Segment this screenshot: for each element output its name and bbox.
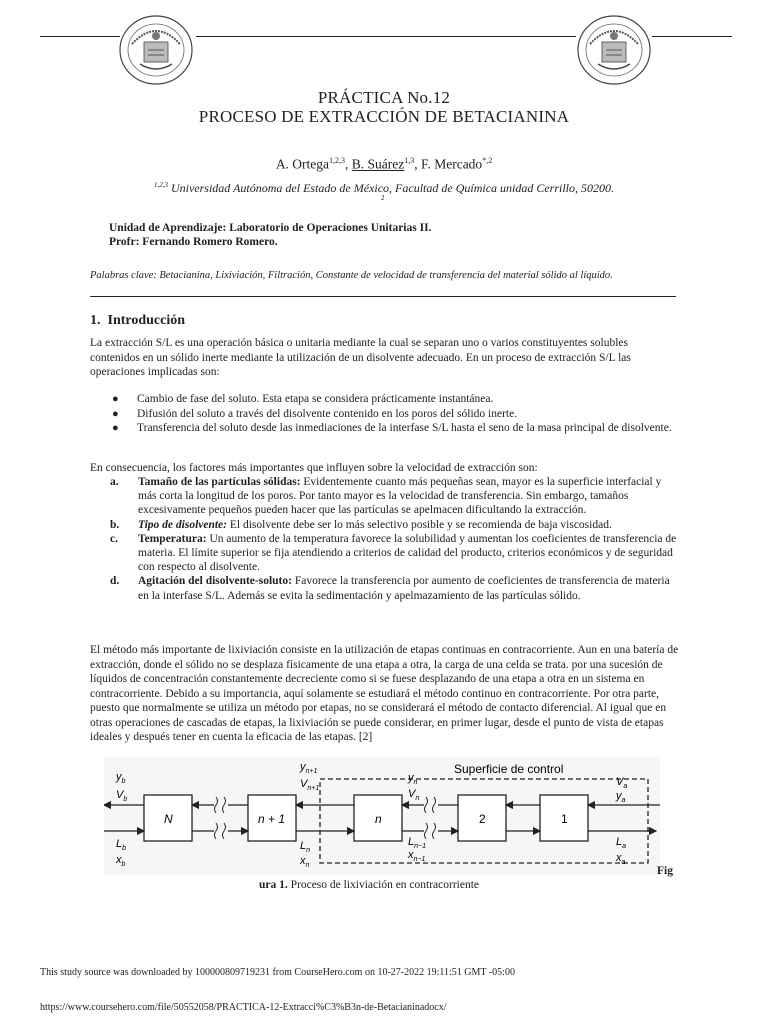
intro-paragraph-1-text: La extracción S/L es una operación básica o unitaria mediante la cual se separan uno o varios constituyentes solubles contenidos en un sólido inerte mediante la utilización de un disolvente adecuado. En un proceso de extracción S/L las operaciones implicadas son: — [90, 337, 631, 378]
factor-term: Temperatura: — [138, 532, 207, 545]
countercurrent-diagram-svg — [104, 757, 660, 875]
header-rule-right — [652, 36, 732, 37]
factors-list — [110, 475, 682, 603]
list-item — [112, 421, 672, 436]
label-V-a: $V_a$ — [616, 776, 628, 790]
authors-line — [0, 156, 768, 173]
author-mercado-sup: *,2 — [482, 156, 493, 165]
factor-item — [110, 518, 682, 532]
factor-item — [110, 532, 682, 575]
seal-right-graphic — [576, 14, 652, 86]
intro-paragraph-1 — [90, 336, 680, 380]
author-suarez-sup: 1,3 — [404, 156, 415, 165]
bullet-icon: ● — [112, 407, 119, 420]
title-line-2: PROCESO DE EXTRACCIÓN DE BETACIANINA — [198, 107, 570, 126]
factor-label: a. — [110, 476, 119, 488]
factor-text: Favorece la transferencia por aumento de coeficientes de transferencia de materia en la interfase S/L. Además se evita la sedimentación y apelmazamiento de las partículas sólido. — [138, 575, 670, 602]
label-y-n: $y_n$ — [408, 772, 418, 786]
university-seal-right — [576, 14, 652, 86]
label-x-n: $x_n$ — [300, 855, 310, 869]
section-heading: 1. Introducción — [90, 313, 186, 328]
affiliation-stray-mark: 2 — [381, 194, 385, 202]
bullet-icon: ● — [112, 422, 119, 434]
intro-paragraph-2-text: En consecuencia, los factores más importantes que influyen sobre la velocidad de extracción son: — [90, 462, 538, 474]
author-ortega: A. Ortega — [275, 156, 330, 172]
label-y-b: $y_b$ — [116, 771, 126, 785]
label-V-n: $V_n$ — [408, 788, 420, 802]
stage-label-n-plus-1: n + 1 — [258, 812, 286, 826]
keywords-rule — [90, 296, 676, 297]
stage-label-n: n — [375, 812, 382, 826]
source-url[interactable]: https://www.coursehero.com/file/50552058/PRACTICA-12-Extracci%C3%B3n-de-Betacianinadocx/ — [40, 1002, 447, 1013]
header-rule-middle — [196, 36, 576, 37]
label-L-n-minus-1: $L_{n-1}$ — [408, 836, 426, 850]
author-separator: , — [414, 156, 422, 172]
bullet-icon: ● — [112, 393, 119, 405]
factor-term: Tipo de disolvente: — [138, 518, 227, 531]
factor-label: c. — [110, 532, 118, 545]
figure-caption — [259, 879, 479, 891]
factor-item — [110, 475, 682, 518]
course-professor: Profr: Fernando Romero Romero. — [109, 236, 278, 248]
control-surface-label: Superficie de control — [454, 762, 564, 776]
author-ortega-sup: 1,2,3 — [329, 156, 346, 165]
label-x-a: $x_a$ — [616, 852, 626, 866]
factor-label: d. — [110, 575, 120, 588]
label-y-n-plus-1: $y_{n+1}$ — [300, 761, 318, 775]
factor-label: b. — [110, 518, 120, 531]
list-item — [112, 392, 672, 407]
label-L-b: $L_b$ — [116, 838, 127, 852]
list-item — [112, 407, 672, 422]
author-separator: , — [345, 156, 352, 172]
factor-item — [110, 574, 682, 602]
label-L-n: $L_n$ — [300, 840, 311, 854]
intro-paragraph-3-text: El método más importante de lixiviación consiste en la utilización de etapas continuas en contracorriente. Aun en una batería de extracción, donde el sólido no se desplaza físicamente de una etapa a otra, la carga de una celda se trata. por una sucesión de líquidos de concentración constantemente decreciente como si se fuese desplazando de una etapa a otra en un sistema en contracorriente. Debido a su importancia, aquí solamente se estudiará el método continuo en contracorriente. Por otra parte, puesto que normalmente se utiliza un método por etapas, no se considerará el método de contacto diferencial. Al igual que en otras operaciones de cascadas de etapas, la lixiviación se puede considerar, en primer lugar, desde el punto de vista de etapas ideales y después tener en cuenta la eficacia de las etapas. [2] — [90, 644, 679, 743]
factor-text: Evidentemente cuanto más pequeñas sean, mayor es la superficie interfacial y más corta la longitud de los poros. Por tanto mayor es la velocidad de transferencia. Sin embargo, tamaños excesivamente pequeños pueden hacer que las partículas se apelmacen dificultando la extracción. — [138, 476, 662, 517]
factor-text: Un aumento de la temperatura favorece la solubilidad y aumentan los coeficientes de transferencia de materia. El límite superior se fija atendiendo a criterios de calidad del producto, criterios económicos y de seguridad con respecto al disolvente. — [138, 532, 677, 574]
label-V-b: $V_b$ — [116, 789, 128, 803]
seal-left-graphic — [118, 14, 194, 86]
list-item-text: Transferencia del soluto desde las inmediaciones de la interfase S/L hasta el seno de la masa principal de disolvente. — [137, 422, 672, 434]
stage-label-1: 1 — [561, 812, 568, 826]
stage-label-N: N — [164, 812, 173, 826]
label-y-a: $y_a$ — [616, 790, 626, 804]
author-mercado: F. Mercado — [421, 156, 483, 172]
operations-list — [112, 392, 672, 436]
factor-text: El disolvente debe ser lo más selectivo posible y se recomienda de baja viscosidad. — [227, 518, 612, 531]
label-V-n-plus-1: $V_{n+1}$ — [300, 778, 320, 792]
author-suarez: B. Suárez — [351, 156, 405, 172]
stage-label-2: 2 — [479, 812, 486, 826]
header-rule-left — [40, 36, 120, 37]
factor-term: Tamaño de las partículas sólidas: — [138, 476, 301, 488]
factor-term: Agitación del disolvente-soluto: — [138, 575, 292, 588]
figure-countercurrent-diagram — [104, 757, 660, 875]
figure-caption-text: Proceso de lixiviación en contracorriente — [287, 879, 480, 891]
university-seal-left — [118, 14, 194, 86]
title-line-1: PRÁCTICA No.12 — [317, 88, 451, 107]
label-x-n-minus-1: $x_{n-1}$ — [408, 849, 426, 863]
download-notice: This study source was downloaded by 100000809719231 from CourseHero.com on 10-27-2022 19:11:51 GMT -05:00 — [40, 967, 515, 978]
intro-paragraph-3 — [90, 643, 680, 745]
list-item-text: Difusión del soluto a través del disolvente contenido en los poros del sólido inerte. — [137, 407, 518, 420]
course-unit: Unidad de Aprendizaje: Laboratorio de Operaciones Unitarias II. — [109, 222, 432, 234]
affiliation-text: Universidad Autónoma del Estado de México, Facultad de Química unidad Cerrillo, 50200. — [167, 181, 615, 195]
keywords: Palabras clave: Betacianina, Lixiviación, Filtración, Constante de velocidad de transferencia del material sólido al líquido. — [90, 270, 613, 281]
figure-caption-split: Fig — [657, 865, 673, 877]
intro-paragraph-2 — [90, 461, 680, 476]
label-x-b: $x_b$ — [116, 854, 126, 868]
list-item-text: Cambio de fase del soluto. Esta etapa se considera prácticamente instantánea. — [137, 393, 494, 405]
figure-caption-number: ura 1. — [259, 879, 288, 891]
affiliation-sup: 1,2,3 — [153, 181, 168, 189]
label-L-a: $L_a$ — [616, 836, 627, 850]
